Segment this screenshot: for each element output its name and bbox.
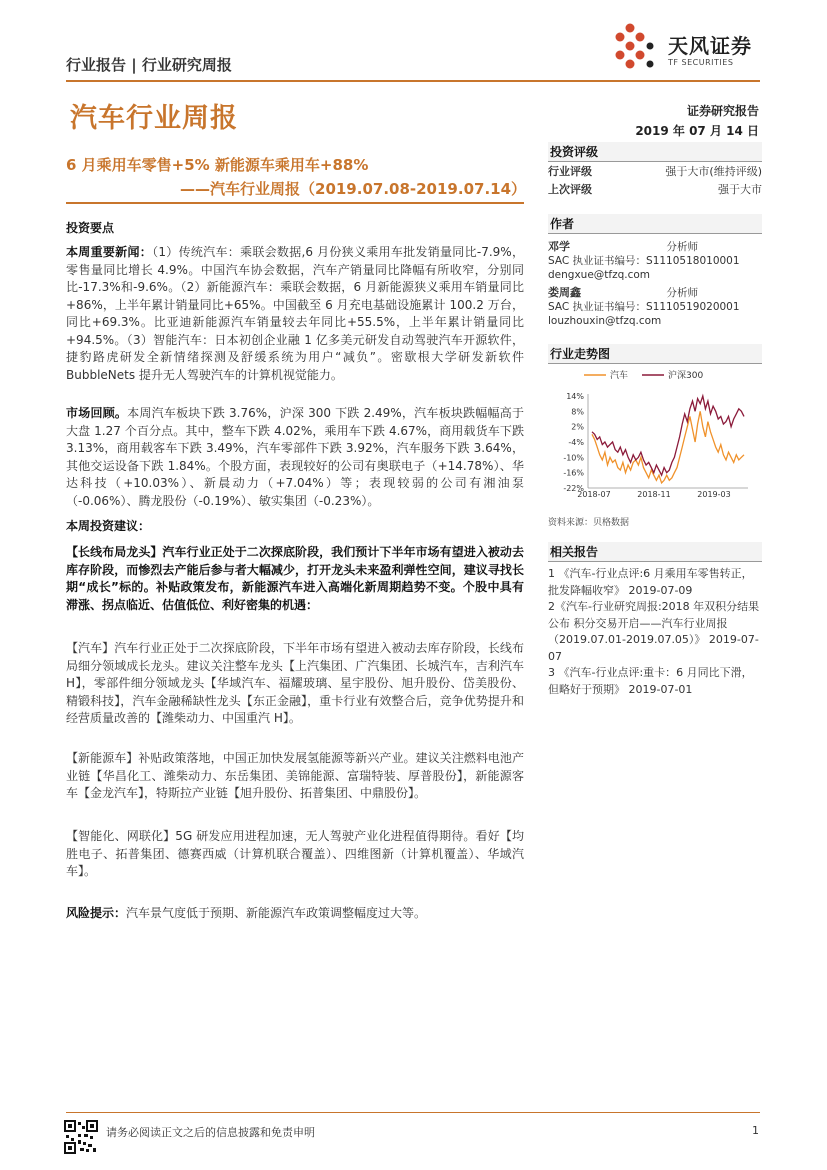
trend-block bbox=[548, 344, 762, 364]
y-tick-label: -4% bbox=[568, 438, 584, 447]
news-paragraph bbox=[66, 244, 524, 384]
author-entry bbox=[548, 240, 762, 282]
report-date: 2019 年 07 月 14 日 bbox=[635, 124, 759, 138]
logo-text-en: TF SECURITIES bbox=[668, 58, 734, 67]
y-tick-label: 2% bbox=[571, 422, 584, 432]
related-heading: 相关报告 bbox=[548, 542, 762, 562]
related-report-item[interactable]: 1 《汽车-行业点评:6 月乘用车零售转正，批发降幅收窄》 2019-07-09 bbox=[548, 567, 753, 597]
news-label: 本周重要新闻： bbox=[66, 245, 153, 259]
footer-disclaimer-text: 请务必阅读正文之后的信息披露和免责申明 bbox=[106, 1126, 315, 1139]
prev-rating-value: 强于大市 bbox=[718, 183, 762, 196]
author-name: 邓学 bbox=[548, 240, 570, 253]
prev-rating-label: 上次评级 bbox=[548, 183, 592, 196]
subtitle-divider bbox=[66, 202, 524, 204]
footer-divider bbox=[66, 1112, 760, 1113]
rating-value: 强于大市(维持评级) bbox=[665, 165, 762, 178]
page-title: 汽车行业周报 bbox=[70, 103, 238, 134]
x-tick-label: 2018-11 bbox=[637, 490, 671, 499]
market-label: 市场回顾。 bbox=[66, 406, 128, 420]
auto-paragraph: 【汽车】汽车行业正处于二次探底阶段，下半年市场有望进入被动去库存阶段，长线布局细分领域成长龙头。建议关注整车龙头【上汽集团、广汽集团、长城汽车，吉利汽车 H】，零部件细分领域龙头【华域汽车、福耀玻璃、星宇股份、旭升股份、岱美股份、精锻科技】，汽车金融稀缺性龙头【东正金融】，重卡行业有效整合后，竞争优势提升和经营质量改善的【潍柴动力、中国重汽 H】。 bbox=[66, 641, 524, 725]
rating-label: 行业评级 bbox=[548, 165, 592, 178]
authors-block bbox=[548, 214, 762, 328]
author-email[interactable]: louzhouxin@tfzq.com bbox=[548, 315, 662, 327]
related-block bbox=[548, 542, 762, 698]
risk-label: 风险提示： bbox=[66, 906, 127, 920]
author-email[interactable]: dengxue@tfzq.com bbox=[548, 269, 651, 281]
header-divider bbox=[66, 80, 760, 82]
subtitle-main: 6 月乘用车零售+5% 新能源车乘用车+88% bbox=[66, 156, 369, 174]
page-number: 1 bbox=[752, 1124, 759, 1137]
risk-body: 汽车景气度低于预期、新能源汽车政策调整幅度过大等。 bbox=[126, 906, 427, 920]
related-report-item[interactable]: 2《汽车-行业研究周报:2018 年双积分结果公布 积分交易开启——汽车行业周报（2019.07.01-2019.07.05）》 2019-07-07 bbox=[548, 600, 760, 663]
report-category: 行业报告 | 行业研究周报 bbox=[66, 56, 232, 74]
author-entry bbox=[548, 286, 762, 328]
author-role: 分析师 bbox=[666, 241, 698, 253]
risk-paragraph bbox=[66, 905, 524, 923]
authors-heading: 作者 bbox=[548, 214, 762, 234]
invest-points-heading: 投资要点 bbox=[66, 221, 115, 235]
advice-heading: 本周投资建议： bbox=[66, 519, 151, 533]
x-tick-label: 2019-03 bbox=[697, 490, 731, 499]
author-role: 分析师 bbox=[666, 287, 698, 299]
author-name: 娄周鑫 bbox=[548, 286, 581, 299]
footer-disclaimer bbox=[106, 1124, 315, 1140]
report-type: 证券研究报告 bbox=[686, 104, 759, 118]
x-tick-label: 2018-07 bbox=[577, 490, 611, 499]
y-tick-label: 8% bbox=[571, 407, 584, 417]
y-tick-label: -10% bbox=[563, 453, 584, 463]
logo-text-cn: 天风证券 bbox=[668, 34, 752, 58]
author-sac: SAC 执业证书编号：S1110519020001 bbox=[548, 301, 740, 313]
y-tick-label: -16% bbox=[563, 468, 584, 478]
series-line bbox=[592, 396, 744, 475]
trend-chart bbox=[548, 366, 762, 502]
ev-paragraph: 【新能源车】补贴政策落地，中国正加快发展氢能源等新兴产业。建议关注燃料电池产业链【华昌化工、潍柴动力、东岳集团、美锦能源、富瑞特装、厚普股份】，新能源客车【金龙汽车】，特斯拉产业链【旭升股份、拓普集团、中鼎股份】。 bbox=[66, 751, 524, 800]
news-body: （1）传统汽车：乘联会数据,6 月份狭义乘用车批发销量同比-7.9%，零售量同比增长 4.9%。中国汽车协会数据，汽车产销量同比降幅有所收窄，分别同比-17.3%和-9.6%。（2）新能源汽车：乘联会数据，6 月新能源狭义乘用车销量同比+86%，上半年累计销量同比+65%。中国截至 6 月充电基础设施累计 100.2 万台，同比+69.3%。比亚迪新能源汽车销量较去年同比+55.5%，上半年累计销量同比+94.5%。（3）智能汽车：日本初创企业融 1 亿多美元研发自动驾驶汽车开源软件，捷豹路虎研发全新情绪探测及舒缓系统为用户“减负”。密歇根大学研发新软件 BubbleNets 提升无人驾驶汽车的计算机视觉能力。 bbox=[66, 245, 524, 382]
legend-label: 汽车 bbox=[610, 371, 629, 381]
market-body: 本周汽车板块下跌 3.76%，沪深 300 下跌 2.49%，汽车板块跌幅幅高于大盘 1.27 个百分点。其中，整车下跌 4.02%，乘用车下跌 4.67%，商用载货车下跌 3.13%，商用载客车下跌 3.49%，汽车零部件下跌 3.92%，汽车服务下跌 3.64%，其他交运设备下跌 1.84%。个股方面，表现较好的公司有奥联电子（+14.78%）、华达科技（+10.03%）、新晨动力（+7.04%）等；表现较弱的公司有湘油泵（-0.06%）、腾龙股份（-0.19%）、敏实集团（-0.23%）。 bbox=[66, 406, 524, 508]
subtitle-series: ——汽车行业周报（2019.07.08-2019.07.14） bbox=[180, 180, 527, 198]
smart-paragraph: 【智能化、网联化】5G 研发应用进程加速，无人驾驶产业化进程值得期待。看好【均胜电子、拓普集团、德赛西威（计算机联合覆盖）、四维图新（计算机覆盖）、华域汽车】。 bbox=[66, 829, 524, 878]
author-sac: SAC 执业证书编号：S1110518010001 bbox=[548, 255, 740, 267]
y-tick-label: -22% bbox=[563, 484, 584, 493]
market-paragraph bbox=[66, 405, 524, 510]
chart-source: 资料来源：贝格数据 bbox=[548, 518, 630, 528]
related-report-item[interactable]: 3 《汽车-行业点评:重卡：6 月同比下滑，但略好于预期》 2019-07-01 bbox=[548, 666, 753, 696]
y-tick-label: 14% bbox=[566, 392, 584, 401]
trend-heading: 行业走势图 bbox=[548, 344, 762, 364]
rating-row bbox=[548, 162, 762, 180]
rating-heading: 投资评级 bbox=[548, 142, 762, 162]
long-layout-paragraph: 【长线布局龙头】汽车行业正处于二次探底阶段，我们预计下半年市场有望进入被动去库存阶段，而惨烈去产能后参与者大幅减少，打开龙头未来盈利弹性空间，建议寻找长期“成长”标的。补贴政策发布，新能源汽车进入高端化新周期趋势不变。个股中具有滞涨、拐点临近、估值低位、利好密集的机遇： bbox=[66, 545, 524, 612]
legend-label: 沪深300 bbox=[668, 371, 704, 381]
rating-block bbox=[548, 142, 762, 198]
prev-rating-row bbox=[548, 180, 762, 198]
qr-code-icon bbox=[64, 1120, 98, 1154]
